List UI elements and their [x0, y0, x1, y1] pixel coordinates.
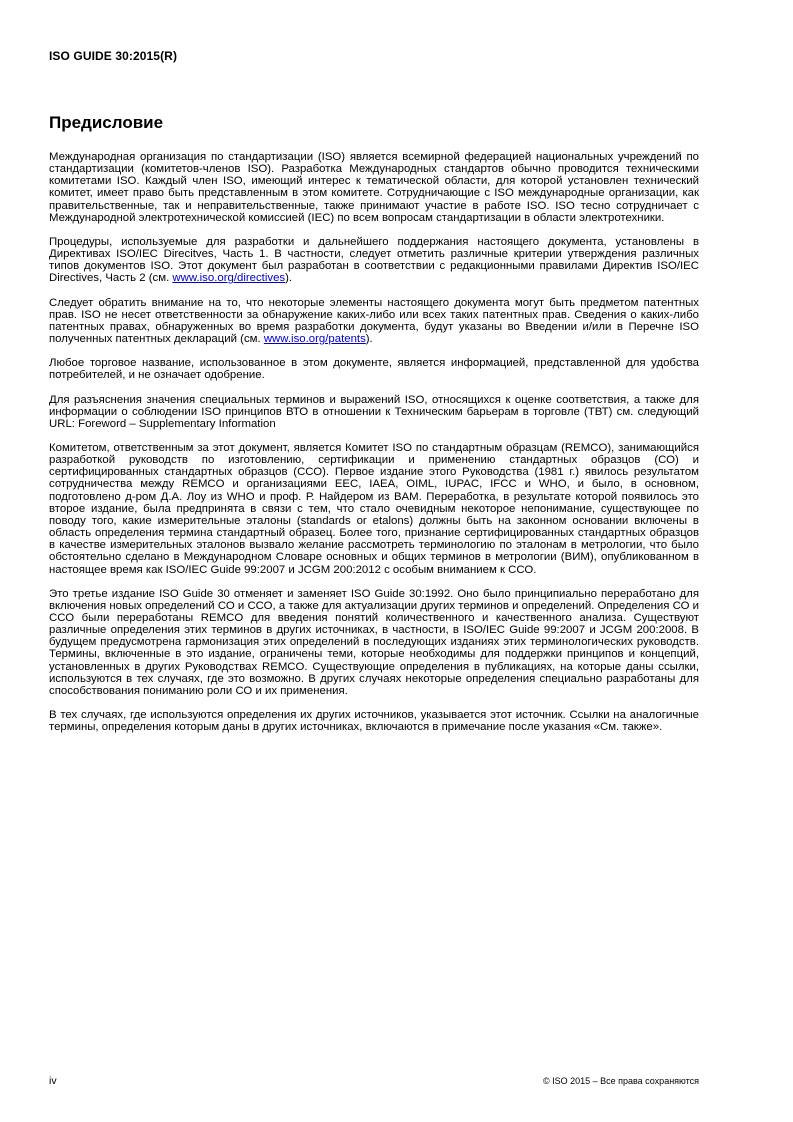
- page-title: Предисловие: [49, 113, 164, 132]
- paragraph-text: ).: [285, 272, 293, 285]
- patents-link[interactable]: www.iso.org/patents: [263, 333, 366, 346]
- paragraph-text: ).: [365, 333, 373, 346]
- copyright-notice: © ISO 2015 – Все права сохраняются: [542, 1076, 699, 1086]
- document-id-header: ISO GUIDE 30:2015(R): [49, 49, 178, 63]
- paragraph-text: Следует обратить внимание на то, что некоторые элементы настоящего документа могут быть предметом патентных прав. ISO не несет ответственности за обнаружение каких-либо или всех таких патентных прав. Сведения о каких-либо патентных правах, обнаруженных во время разработки документа, будут указаны во Введении и/или в Перечне ISO полученных патентных деклараций (см.: [49, 296, 699, 346]
- paragraph-text: Процедуры, используемые для разработки и дальнейшего поддержания настоящего документа, установлены в Директивах ISO/IEC Direcitves, Часть 1. В частности, следует отметить различные критерии утверждения различных типов документов ISO. Этот документ был разработан в соответствии с редакционными правилами Директив ISO/IEC Directives, Часть 2 (см.: [49, 235, 699, 285]
- directives-link[interactable]: www.iso.org/directives: [172, 272, 286, 285]
- paragraph-6: Комитетом, ответственным за этот документ, является Комитет ISO по стандартным образцам (REMCO), занимающийся разработкой руководств по изготовлению, сертификации и применению стандартных образцов (СО) и сертифицированных стандартных образцов (ССО). Первое издание этого Руководства (1981 г.) явилось результатом сотрудничества между REMCO и организациями ЕЕС, IAEA, OIML, IUPAC, IFCC и WHO, и было, в основном, подготовлено д-ром Д.А. Лоу из WHO и проф. Р. Найдером из BAM. Переработка, в результате которой появилось это второе издание, была предпринята в связи с тем, что стало очевидным некоторое непонимание, существующее по поводу того, какие измерительные эталоны (standards or etalons) должны быть на законном основании включены в область определения термина стандартный образец. Более того, признание сертифицированных стандартных образцов в качестве измерительных эталонов вызвало желание рассмотреть терминологию по эталонам в метрологии, что было обстоятельно сделано в Международном Словаре основных и общих терминов в метрологии (ВИМ), опубликованном в настоящее время как ISO/IEC Guide 99:2007 и JCGM 200:2012 с особым вниманием к ССО.: [49, 441, 699, 576]
- paragraph-2: [49, 236, 699, 285]
- page-number: iv: [49, 1075, 57, 1087]
- paragraph-1: Международная организация по стандартизации (ISO) является всемирной федерацией национальных учреждений по стандартизации (комитетов-членов ISO). Разработка Международных стандартов обычно проводится техническими комитетами ISO. Каждый член ISO, имеющий интерес к тематической области, для которой установлен технический комитет, имеет право быть представленным в этом комитете. Сотрудничающие с ISO международные организации, как правительственные, так и неправительственные, также принимают участие в работе ISO. ISO тесно сотрудничает с Международной электротехнической комиссией (IEC) по всем вопросам стандартизации в области электротехники.: [49, 151, 699, 224]
- paragraph-3: [49, 297, 699, 346]
- paragraph-5: Для разъяснения значения специальных терминов и выражений ISO, относящихся к оценке соответствия, а также для информации о соблюдении ISO принципов ВТО в отношении к Техническим барьерам в торговле (ТВТ) см. следующий URL: Foreword – Supplementary Information: [49, 393, 699, 430]
- paragraph-8: В тех случаях, где используются определения их других источников, указывается этот источник. Ссылки на аналогичные термины, определения которым даны в других источниках, включаются в примечание после указания «См. также».: [49, 709, 699, 734]
- paragraph-4: Любое торговое название, использованное в этом документе, является информацией, представленной для удобства потребителей, и не означает одобрение.: [49, 357, 699, 382]
- foreword-body: [49, 151, 699, 745]
- paragraph-7: Это третье издание ISO Guide 30 отменяет и заменяет ISO Guide 30:1992. Оно было принципиально переработано для включения новых определений СО и ССО, а также для актуализации других терминов и определений. Определения СО и ССО были переработаны REMCO для введения понятий количественного и качественного анализа. Существуют различные определения этих терминов в других источниках, в частности, в ISO/IEC Guide 99:2007 и JCGM 200:2008. В будущем предусмотрена гармонизация этих определений в последующих изданиях этих терминологических руководств. Термины, включенные в это издание, ограничены теми, которые необходимы для поддержки принципов и концепций, установленных в других Руководствах REMCO. Существующие определения в публикациях, на которые даны ссылки, используются в тех случаях, где это возможно. В других случаях некоторые определения специально разработаны для способствования пониманию роли СО и их применения.: [49, 587, 699, 697]
